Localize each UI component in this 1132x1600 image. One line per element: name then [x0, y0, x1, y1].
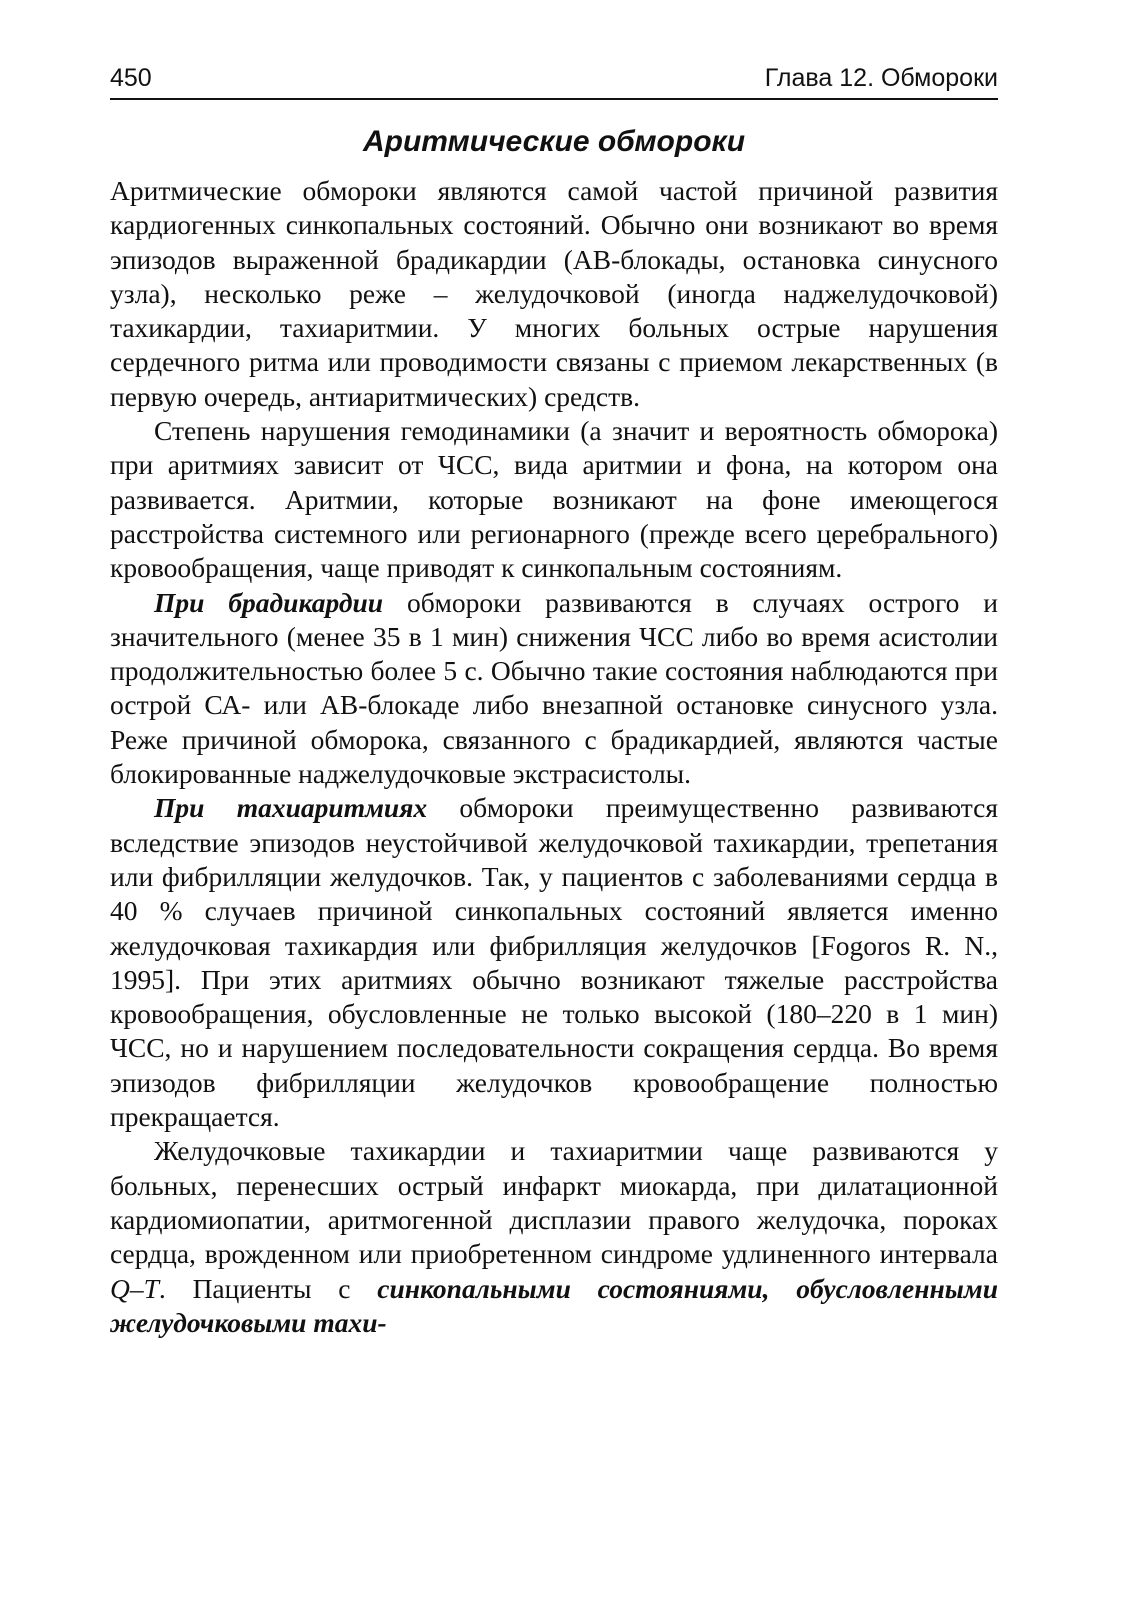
paragraph-5-emphasis: синкопальными состояниями, обусловленными желудочковыми тахи-	[110, 1272, 998, 1338]
chapter-heading: Глава 12. Обмороки	[764, 64, 998, 92]
section-title: Аритмические обмороки	[362, 125, 746, 158]
body-text	[110, 174, 998, 1340]
paragraph-3-lead: При брадикардии	[154, 586, 384, 618]
running-header	[110, 64, 998, 100]
paragraph-4	[110, 791, 998, 1134]
paragraph-1: Аритмические обмороки являются самой частой причиной развития кардиогенных синкопальных состояний. Обычно они возникают во время эпизодов выраженной брадикардии (АВ-блокады, остановка синусного узла), несколько реже – желудочковой (иногда наджелудочковой) тахикардии, тахиаритмии. У многих больных острые нарушения сердечного ритма или проводимости связаны с приемом лекарственных (в первую очередь, антиаритмических) средств.	[110, 175, 998, 412]
paragraph-4-text: обмороки преимущественно развиваются вследствие эпизодов неустойчивой желудочковой тахикардии, трепетания или фибрилляции желудочков. Так, у пациентов с заболеваниями сердца в 40 % случаев причиной синкопальных состояний является именно желудочковая тахикардия или фибрилляция желудочков [Fogoros R. N., 1995]. При этих аритмиях обычно возникают тяжелые расстройства кровообращения, обусловленные не только высокой (180–220 в 1 мин) ЧСС, но и нарушением последовательности сокращения сердца. Во время эпизодов фибрилляции желудочков кровообращение полностью прекращается.	[110, 792, 998, 1133]
paragraph-3-text: обмороки развиваются в случаях острого и значительного (менее 35 в 1 мин) снижения ЧСС либо во время асистолии продолжительностью более 5 с. Обычно такие состояния наблюдаются при острой СА- или АВ-блокаде либо внезапной остановке синусного узла. Реже причиной обморока, связанного с брадикардией, являются частые блокированные наджелудочковые экстрасистолы.	[110, 586, 998, 790]
page-number: 450	[110, 64, 152, 92]
qt-interval-symbol: Q–T	[110, 1272, 159, 1304]
paragraph-5	[110, 1134, 998, 1340]
paragraph-2: Степень нарушения гемодинамики (а значит и вероятность обморока) при аритмиях зависит от ЧСС, вида аритмии и фона, на котором она развивается. Аритмии, которые возникают на фоне имеющегося расстройства системного или регионарного (прежде всего церебрального) кровообращения, чаще приводят к синкопальным состояниям.	[110, 415, 998, 584]
paragraph-5-text: Желудочковые тахикардии и тахиаритмии чаще развиваются у больных, перенесших острый инфаркт миокарда, при дилатационной кардиомиопатии, аритмогенной дисплазии правого желудочка, пороках сердца, врожденном или приобретенном синдроме удлиненного интервала	[110, 1135, 998, 1270]
book-page	[110, 64, 998, 1340]
paragraph-5-text-2: . Пациенты с	[158, 1272, 378, 1304]
paragraph-3	[110, 586, 998, 792]
paragraph-4-lead: При тахиаритмиях	[154, 792, 428, 824]
